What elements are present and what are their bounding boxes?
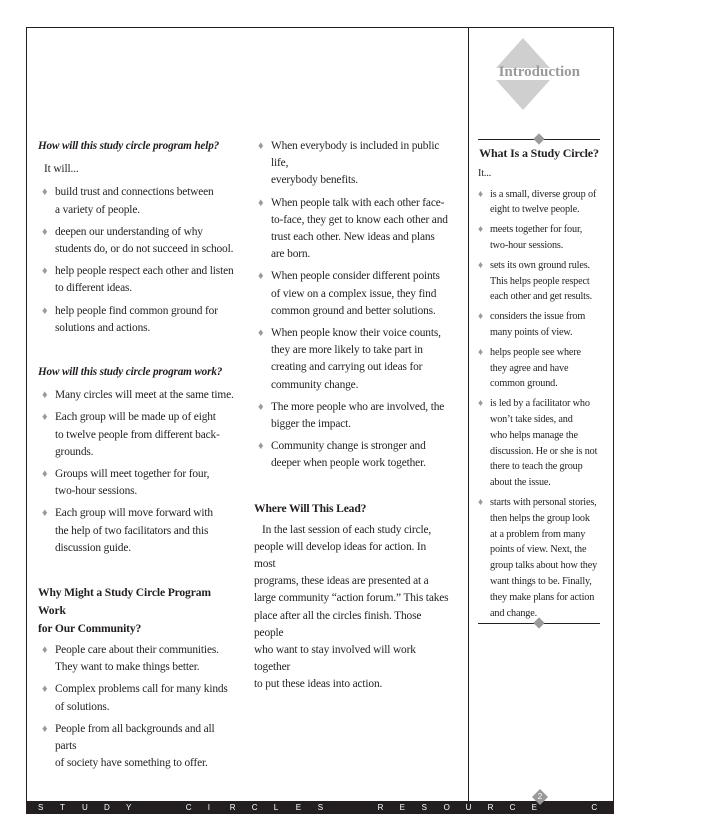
diamond-bullet-icon: ♦	[258, 196, 264, 209]
footer-letter: L	[273, 803, 279, 812]
middle-column	[254, 138, 450, 694]
list-item-line: Complex problems call for many kinds	[55, 683, 228, 696]
list-item	[478, 396, 600, 491]
list-item-line: a variety of people.	[55, 203, 140, 216]
page-number: 2	[537, 792, 543, 801]
q2-list	[38, 387, 238, 557]
section-title: Introduction	[498, 64, 580, 80]
list-item-line: help people respect each other and listen	[55, 265, 234, 278]
footer-letter: R	[701, 803, 707, 812]
diamond-bullet-icon: ♦	[42, 722, 48, 735]
list-item-line: students do, or do not succeed in school.	[55, 243, 234, 256]
list-item	[478, 187, 600, 219]
list-item-line: to different ideas.	[55, 282, 132, 295]
footer-letter: E	[399, 803, 405, 812]
footer-letter: R	[377, 803, 384, 812]
list-item-line: meets together for four,	[490, 224, 583, 236]
diamond-bullet-icon: ♦	[42, 644, 48, 657]
list-item-line: grounds.	[55, 445, 94, 458]
list-item-line: discussion. He or she is not	[490, 445, 598, 457]
list-item-line: Many circles will meet at the same time.	[55, 389, 234, 402]
diamond-bullet-icon: ♦	[478, 311, 483, 323]
list-item-line: they agree and have	[490, 362, 569, 374]
list-item-line: are born.	[271, 248, 311, 261]
list-item	[38, 721, 238, 773]
q2-heading: How will this study circle program work?	[38, 366, 223, 379]
list-item-line: help people find common ground for	[55, 304, 218, 317]
list-item-line: solutions and actions.	[55, 321, 151, 334]
list-item-line: common ground.	[490, 378, 558, 390]
diamond-bullet-icon: ♦	[258, 140, 264, 152]
sidebar-lead: It...	[478, 167, 492, 179]
q3-heading	[38, 584, 238, 638]
diamond-bullet-icon: ♦	[42, 225, 48, 238]
list-item	[478, 345, 600, 392]
list-item-line: and change.	[490, 607, 537, 619]
list-item-line: bigger the impact.	[271, 418, 351, 431]
list-item	[38, 642, 238, 676]
list-item-line: two-hour sessions.	[55, 485, 138, 498]
footer-letter: E	[613, 803, 619, 812]
footer-letter: C	[509, 803, 516, 812]
diamond-bullet-icon: ♦	[478, 496, 483, 508]
footer-letter: D	[104, 803, 110, 812]
list-item	[254, 399, 450, 433]
footer-letter: N	[635, 803, 642, 812]
sidebar-heading: What Is a Study Circle?	[479, 146, 599, 160]
list-item	[38, 263, 238, 297]
diamond-bullet-icon: ♦	[478, 259, 483, 271]
footer-letter: U	[82, 803, 88, 812]
list-item-line: eight to twelve people.	[490, 204, 580, 216]
diamond-bullet-icon: ♦	[42, 507, 48, 520]
diamond-bullet-icon: ♦	[258, 400, 264, 413]
list-item-line: Each group will move forward with	[55, 507, 213, 520]
q1-list	[38, 184, 238, 337]
footer-letter: C	[251, 803, 258, 812]
list-item-line: They want to make things better.	[55, 661, 200, 674]
list-item-line: discussion guide.	[55, 541, 131, 554]
diamond-bullet-icon: ♦	[478, 224, 483, 236]
diamond-bullet-icon: ♦	[42, 683, 48, 696]
list-item	[38, 409, 238, 461]
list-item-line: to twelve people from different back-	[55, 428, 220, 441]
paragraph-line: programs, these ideas are presented at a	[254, 575, 429, 588]
q3-list	[38, 642, 238, 772]
list-item	[38, 224, 238, 258]
list-item-line: When everybody is included in public life,	[271, 140, 440, 170]
list-item-line: is a small, diverse group of	[490, 188, 597, 200]
list-item	[38, 505, 238, 557]
q1-lead: It will...	[44, 163, 79, 176]
list-item-line: The more people who are involved, the	[271, 400, 445, 413]
list-item-line: creating and carrying out ideas for	[271, 361, 423, 374]
footer-letter: S	[38, 803, 44, 812]
list-item	[254, 325, 450, 394]
paragraph-line: to put these ideas into action.	[254, 678, 383, 691]
list-item	[478, 258, 600, 305]
list-item	[478, 309, 600, 341]
diamond-bullet-icon: ♦	[258, 440, 264, 453]
list-item-line: sets its own ground rules.	[490, 259, 590, 271]
footer-letter: R	[229, 803, 236, 812]
list-item-line: there to teach the group	[490, 461, 583, 473]
q3-heading-line: for Our Community?	[38, 622, 142, 636]
diamond-bullet-icon: ♦	[478, 346, 483, 358]
list-item	[478, 222, 600, 254]
list-item-line: People from all backgrounds and all parts	[55, 722, 215, 753]
list-item-line: This helps people respect	[490, 275, 590, 287]
footer-letter: I	[207, 803, 211, 812]
list-item-line: two-hour sessions.	[490, 239, 564, 251]
diamond-bullet-icon: ♦	[42, 468, 48, 481]
list-item-line: of solutions.	[55, 700, 110, 713]
paragraph-line: who want to stay involved will work together	[254, 644, 416, 674]
list-item-line: When people know their voice counts,	[271, 327, 441, 340]
footer-letter: T	[657, 803, 663, 812]
list-item-line: of view on a complex issue, they find	[271, 287, 437, 300]
list-item-line: When people talk with each other face-	[271, 196, 445, 209]
list-item-line: many points of view.	[490, 326, 573, 338]
list-item-line: deepen our understanding of why	[55, 225, 203, 238]
footer-letter: E	[531, 803, 537, 812]
diamond-bullet-icon: ♦	[478, 398, 483, 410]
footer-letter: C	[185, 803, 192, 812]
list-item-line: at a problem from many	[490, 528, 586, 540]
list-item-line: Community change is stronger and	[271, 440, 426, 453]
list-item-line: points of view. Next, the	[490, 544, 587, 556]
paragraph-line: people will develop ideas for action. In most	[254, 540, 427, 571]
paragraph-line: large community “action forum.” This takes	[254, 592, 449, 605]
list-item-line: Groups will meet together for four,	[55, 468, 210, 481]
diamond-bullet-icon: ♦	[258, 270, 264, 283]
list-item	[38, 303, 238, 337]
footer-letter: U	[465, 803, 472, 812]
footer-letter: C	[591, 803, 598, 812]
footer-letter: S	[421, 803, 427, 812]
list-item	[38, 184, 238, 218]
diamond-bullet-icon: ♦	[42, 304, 48, 317]
list-item	[38, 387, 238, 404]
list-item-line: about the issue.	[490, 477, 551, 489]
list-item	[478, 495, 600, 621]
list-item-line: they are more likely to take part in	[271, 344, 423, 357]
sidebar-list	[478, 187, 600, 622]
footer-letter: E	[295, 803, 302, 812]
list-item-line: who helps manage the	[490, 429, 578, 441]
list-item	[254, 438, 450, 472]
footer-letter: E	[679, 803, 685, 812]
list-item	[254, 195, 450, 264]
footer-letter: R	[487, 803, 494, 812]
list-item-line: the help of two facilitators and this	[55, 524, 209, 537]
list-item-line: Each group will be made up of eight	[55, 411, 216, 424]
lead-heading: Where Will This Lead?	[254, 501, 367, 515]
list-item-line: is led by a facilitator who	[490, 398, 590, 410]
diamond-bullet-icon: ♦	[478, 188, 483, 200]
list-item-line: each other and get results.	[490, 291, 593, 303]
footer-letter: Y	[126, 803, 132, 812]
list-item	[254, 138, 450, 190]
list-item-line: starts with personal stories,	[490, 496, 597, 508]
footer-letter: S	[317, 803, 324, 812]
diamond-bullet-icon: ♦	[42, 265, 48, 278]
list-item	[38, 681, 238, 715]
sidebar-column	[478, 146, 600, 625]
list-item-line: then helps the group look	[490, 512, 590, 524]
paragraph-line: place after all the circles finish. Those people	[254, 609, 422, 639]
list-item	[254, 268, 450, 320]
list-item-line: won’t take sides, and	[490, 413, 573, 425]
footer-letter: O	[443, 803, 450, 812]
lead-paragraph	[254, 522, 450, 694]
list-item-line: trust each other. New ideas and plans	[271, 231, 435, 244]
list-item-line: of society have something to offer.	[55, 757, 208, 770]
list-item-line: common ground and better solutions.	[271, 304, 436, 317]
list-item-line: considers the issue from	[490, 311, 586, 323]
q3-heading-line: Why Might a Study Circle Program Work	[38, 586, 211, 618]
diamond-bullet-icon: ♦	[42, 411, 48, 424]
footer-letter: T	[60, 803, 65, 812]
list-item-line: to-face, they get to know each other and	[271, 213, 448, 226]
diamond-bullet-icon: ♦	[42, 389, 48, 402]
list-item-line: deeper when people work together.	[271, 457, 426, 470]
q1-heading: How will this study circle program help?	[38, 140, 220, 152]
list-item-line: want things to be. Finally,	[490, 575, 592, 587]
paragraph-line: In the last session of each study circle,	[262, 523, 432, 536]
list-item-line: group talks about how they	[490, 560, 598, 572]
list-item-line: everybody benefits.	[271, 174, 358, 187]
benefits-list	[254, 138, 450, 473]
list-item	[38, 466, 238, 500]
list-item-line: helps people see where	[490, 346, 581, 358]
list-item-line: community change.	[271, 378, 359, 391]
list-item-line: they make plans for action	[490, 591, 595, 603]
left-column	[38, 138, 238, 777]
diamond-bullet-icon: ♦	[258, 327, 264, 340]
list-item-line: People care about their communities.	[55, 644, 219, 657]
diamond-bullet-icon: ♦	[42, 186, 48, 199]
list-item-line: build trust and connections between	[55, 186, 214, 199]
list-item-line: When people consider different points	[271, 270, 440, 283]
